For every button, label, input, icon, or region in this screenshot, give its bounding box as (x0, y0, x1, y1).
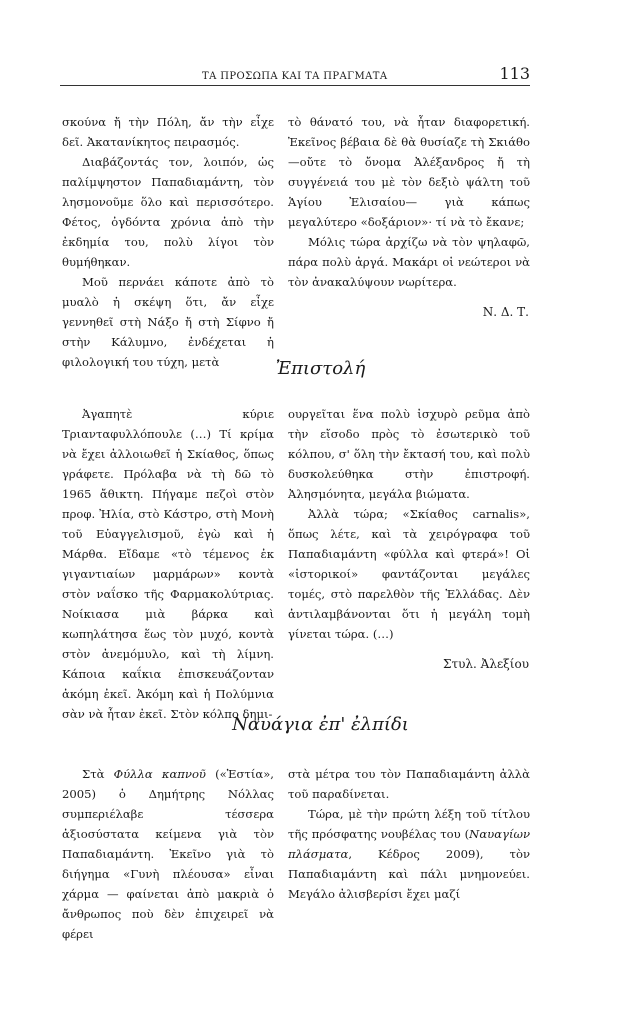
text-run: Τώρα, μὲ τὴν πρώτη λέξη τοῦ τίτλου τῆς πρόσφατης νουβέλας του ( (288, 807, 530, 841)
running-title: ΤΑ ΠΡΟΣΩΠΑ ΚΑΙ ΤΑ ΠΡΑΓΜΑΤΑ (202, 71, 388, 82)
running-header (60, 62, 530, 84)
section-title-letter: Ἐπιστολή (275, 358, 366, 379)
section-title-shipwrecks: Ναυάγια ἐπ' ἐλπίδι (232, 714, 409, 735)
text-run: Στὰ (82, 767, 114, 781)
top-left-column (62, 112, 274, 372)
paragraph: τὸ θάνατό του, νὰ ἦταν διαφορετική. Ἐκεῖνος βέβαια δὲ θὰ θυσίαζε τὴ Σκιάθο —οὔτε τὸ ὄνομα Ἀλέξανδρος ἤ τὴ συγγένειά του μὲ τὸν δεξιὸ ψάλτη τοῦ Ἁγίου Ἐλισαίου— γιὰ κάπως μεγαλύτερο «δοξάριον»· τί νὰ τὸ ἔκανε; (288, 115, 530, 229)
book-title-italic: Ναυαγίων πλάσματα (288, 827, 530, 861)
shipwrecks-left-column (62, 764, 274, 944)
letter-left-column (62, 404, 274, 724)
page-number: 113 (499, 64, 530, 83)
paragraph: σκούνα ἤ τὴν Πόλη, ἄν τὴν εἶχε δεῖ. Ἀκατανίκητος πειρασμός. (62, 115, 274, 149)
top-right-column (288, 112, 530, 292)
paragraph: ουργεῖται ἕνα πολὺ ἰσχυρὸ ρεῦμα ἀπὸ τὴν εἴσοδο πρὸς τὸ ἐσωτερικὸ τοῦ κόλπου, σ' ὅλη τὴν ἔκτασή του, καὶ πολὺ δυσκολεύθηκα στὴν ἐπιστροφή. Ἀλησμόνητα, μεγάλα βιώματα. (288, 407, 530, 501)
signature-ndt: Ν. Δ. Τ. (482, 305, 529, 319)
text-run: («Ἑστία», 2005) ὁ Δημήτρης Νόλλας συμπεριέλαβε τέσσερα ἀξιοσύστατα κείμενα γιὰ τὸν Παπαδιαμάντη. Ἐκεῖνο γιὰ τὸ διήγημα «Γυνὴ πλέουσα» εἶναι χάρμα — φαίνεται ἀπὸ μακριὰ ὁ ἄνθρωπος ποὺ δὲν ἐπιχειρεῖ νὰ φέρει (62, 767, 274, 941)
book-title-italic: Φύλλα καπνοῦ (113, 767, 206, 781)
paragraph: στὰ μέτρα του τὸν Παπαδιαμάντη ἀλλὰ τοῦ παραδίνεται. (288, 767, 530, 801)
signature-alexiou: Στυλ. Ἀλεξίου (443, 657, 529, 671)
paragraph: Ἀγαπητὲ κύριε Τριανταφυλλόπουλε (…) Τί κρίμα νὰ ἔχει ἀλλοιωθεῖ ἡ Σκίαθος, ὅπως γράφετε. Πρόλαβα νὰ τὴ δῶ τὸ 1965 ἄθικτη. Πήγαμε πεζοὶ στὸν προφ. Ἠλία, στὸ Κάστρο, στὴ Μονὴ τοῦ Εὐαγγελισμοῦ, ἐγὼ καὶ ἡ Μάρθα. Εἴδαμε «τὸ τέμενος ἐκ γιγαντιαίων μαρμάρων» κοντὰ στὸν ναΐσκο τῆς Φαρμακολύτριας. Νοίκιασα μιὰ βάρκα καὶ κωπηλάτησα ἕως τὸν μυχό, κοντὰ στὸν ἀνεμόμυλο, καὶ τὴ λίμνη. Κάποια καΐκια ἐπισκευάζονταν ἀκόμη ἐκεῖ. Ἀκόμη καὶ ἡ Πολύμνια σὰν νὰ ἦταν ἐκεῖ. Στὸν κόλπο δημι- (62, 407, 274, 721)
shipwrecks-right-column (288, 764, 530, 904)
header-rule (60, 85, 530, 86)
paragraph (288, 804, 530, 904)
paragraph (62, 764, 274, 944)
paragraph: Μόλις τώρα ἀρχίζω νὰ τὸν ψηλαφῶ, πάρα πολὺ ἀργά. Μακάρι οἱ νεώτεροι νὰ τὸν ἀνακαλύψουν νωρίτερα. (288, 235, 530, 289)
paragraph: Μοῦ περνάει κάποτε ἀπὸ τὸ μυαλὸ ἡ σκέψη ὅτι, ἄν εἶχε γεννηθεῖ στὴ Νάξο ἤ στὴ Σίφνο ἤ στὴν Κάλυμνο, ἐνδέχεται ἡ φιλολογική του τύχη, μετὰ (62, 275, 274, 369)
text-run: , Κέδρος 2009), τὸν Παπαδιαμάντη καὶ πάλι μνημονεύει. Μεγάλο ἀλισβερίσι ἔχει μαζί (288, 847, 530, 901)
paragraph: Ἀλλὰ τώρα; «Σκίαθος carnalis», ὅπως λέτε, καὶ τὰ χειρόγραφα τοῦ Παπαδιαμάντη «φύλλα καὶ φτερά»! Οἱ «ἱστορικοί» φαντάζονται μεγάλες τομές, στὸ παρελθὸν τῆς Ἑλλάδας. Δὲν ἀντιλαμβάνονται ὅτι ἡ μεγάλη τομὴ γίνεται τώρα. (…) (288, 507, 530, 641)
paragraph: Διαβάζοντάς τον, λοιπόν, ὡς παλίμψηστον Παπαδιαμάντη, τὸν λησμονοῦμε ὅλο καὶ περισσότερο. Φέτος, ὀγδόντα χρόνια ἀπὸ τὴν ἐκδημία του, πολὺ λίγοι τὸν θυμήθηκαν. (62, 155, 274, 269)
letter-right-column (288, 404, 530, 644)
